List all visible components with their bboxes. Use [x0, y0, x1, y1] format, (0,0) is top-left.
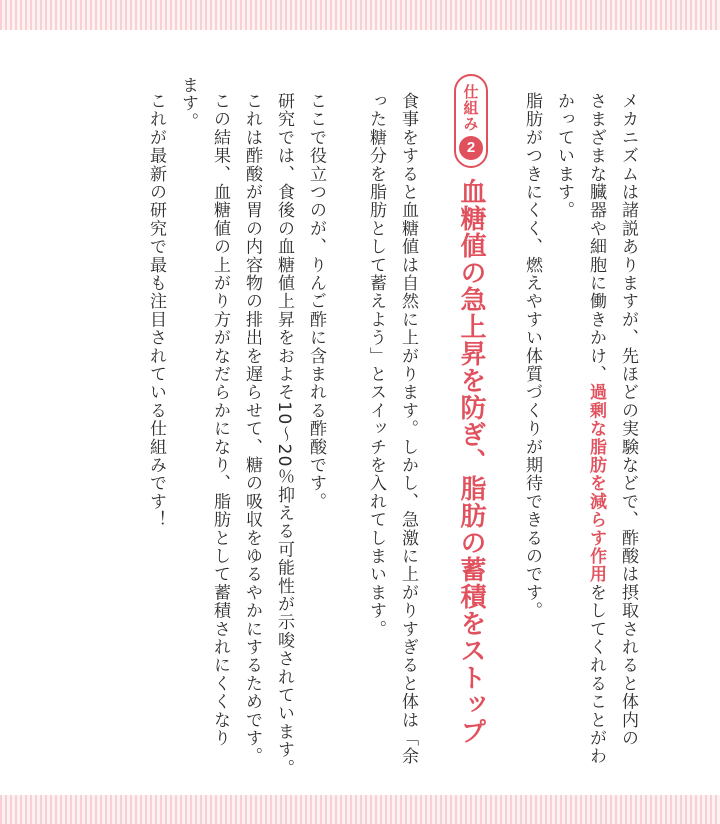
- body-text-line: これが最新の研究で最も注目されている仕組みです！: [146, 92, 166, 529]
- section-heading: 血糖値の急上昇を防ぎ、脂肪の蓄積をストップ: [456, 178, 486, 745]
- body-text-line-highlight: [580, 92, 612, 765]
- body-text-line: かっています。: [554, 92, 574, 220]
- body-text-line: ます。: [178, 76, 198, 131]
- section-badge: [454, 74, 488, 168]
- badge-label: 仕組み: [461, 84, 480, 132]
- body-text-line: メカニズムは諸説ありますが、先ほどの実験などで、酢酸は摂取されると体内の: [618, 92, 638, 748]
- body-text-line: 脂肪がつきにくく、燃えやすい体質づくりが期待できるのです。: [522, 92, 542, 620]
- body-text-line: ここで役立つのが、りんご酢に含まれる酢酸です。: [306, 92, 326, 511]
- body-text-line: これは酢酸が胃の内容物の排出を遅らせて、糖の吸収をゆるやかにするためです。: [242, 92, 262, 766]
- body-text-line: った糖分を脂肪として蓄えよう」とスイッチを入れてしまいます。: [366, 92, 386, 638]
- badge-number: 2: [459, 136, 483, 160]
- body-text-line: この結果、血糖値の上がり方がなだらかになり、脂肪として蓄積されにくくなり: [210, 92, 230, 748]
- text-segment: さまざまな臓器や細胞に働きかけ、: [586, 92, 606, 384]
- body-text-line: 研究では、食後の血糖値上昇をおよそ10～20％抑える可能性が示唆されています。: [274, 92, 294, 778]
- top-stripe-border: [0, 0, 720, 30]
- body-text-line: 食事をすると血糖値は自然に上がります。しかし、急激に上がりすぎると体は「余: [398, 92, 418, 766]
- text-segment: をしてくれることがわ: [586, 583, 606, 766]
- bottom-stripe-border: [0, 795, 720, 824]
- highlighted-phrase: 過剰な脂肪を減らす作用: [586, 383, 606, 584]
